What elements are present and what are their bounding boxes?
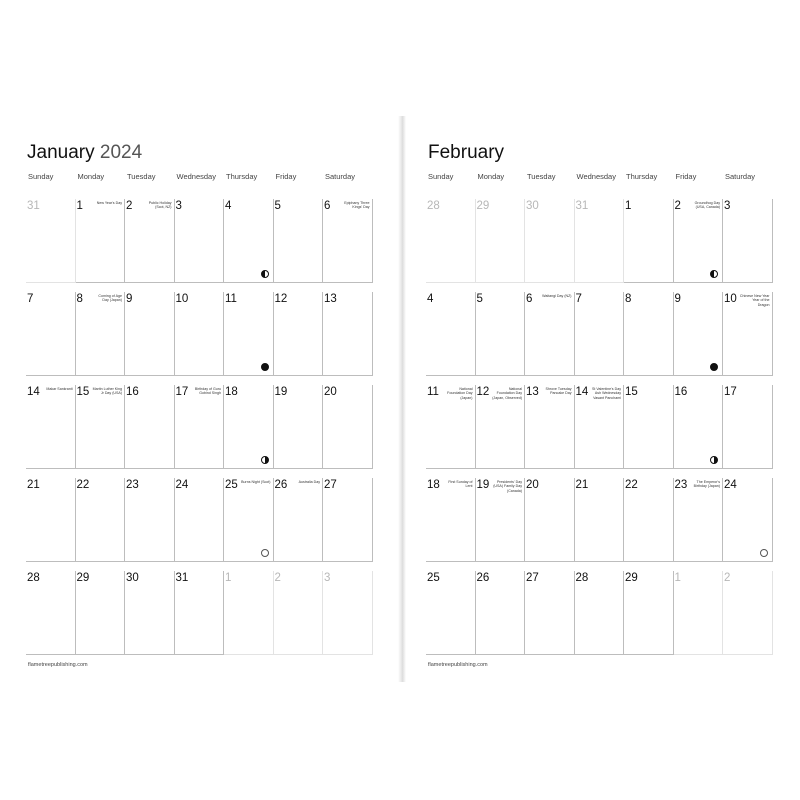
day-cell-border — [175, 199, 225, 283]
day-cell-border — [723, 571, 773, 655]
weekday-label: Wednesday — [576, 172, 616, 181]
publisher-footer: flametreepublishing.com — [28, 662, 88, 668]
weekday-label: Wednesday — [176, 172, 216, 181]
holiday-note: Presidents' Day (USA) Family Day (Canada) — [493, 480, 522, 493]
day-number: 19 — [274, 386, 288, 398]
day-number: 1 — [76, 200, 83, 212]
day-number: 27 — [526, 572, 539, 584]
day-cell[interactable] — [426, 199, 476, 292]
day-cell[interactable] — [26, 478, 76, 571]
day-cell[interactable] — [76, 478, 126, 571]
day-number: 5 — [274, 200, 281, 212]
day-cell[interactable] — [426, 571, 476, 664]
day-cell[interactable] — [426, 385, 476, 478]
month-name: January — [27, 142, 95, 163]
day-number: 2 — [274, 572, 281, 584]
day-cell[interactable] — [723, 385, 773, 478]
day-cell[interactable] — [175, 292, 225, 385]
day-number: 31 — [575, 200, 589, 212]
day-cell[interactable] — [323, 478, 373, 571]
day-cell-border — [76, 292, 126, 376]
day-number: 15 — [625, 386, 638, 398]
day-cell-border — [575, 292, 625, 376]
holiday-note: Public Holiday (Scot, NZ) — [148, 201, 172, 210]
last-moon-icon — [261, 270, 269, 278]
day-cell[interactable] — [323, 571, 373, 664]
day-cell[interactable] — [674, 199, 724, 292]
day-cell-border — [624, 199, 674, 283]
day-cell[interactable] — [125, 478, 175, 571]
day-cell-border — [323, 571, 373, 655]
day-number: 9 — [674, 293, 681, 305]
day-number: 22 — [76, 479, 90, 491]
weekday-label: Saturday — [325, 172, 356, 181]
first-moon-icon — [710, 456, 718, 464]
day-cell-border — [26, 292, 76, 376]
first-moon-icon — [261, 456, 269, 464]
day-number: 1 — [674, 572, 681, 584]
day-cell[interactable] — [323, 385, 373, 478]
day-cell-border — [274, 199, 324, 283]
day-cell[interactable] — [125, 571, 175, 664]
day-cell[interactable] — [525, 292, 575, 385]
day-cell[interactable] — [224, 571, 274, 664]
day-number: 15 — [76, 386, 90, 398]
day-cell[interactable] — [323, 292, 373, 385]
holiday-note: Groundhog Day (USA, Canada) — [694, 201, 720, 210]
day-number: 24 — [175, 479, 189, 491]
day-number: 29 — [76, 572, 90, 584]
holiday-note: New Year's Day — [96, 201, 122, 205]
day-number: 24 — [724, 479, 737, 491]
day-number: 17 — [175, 386, 189, 398]
day-cell[interactable] — [575, 385, 625, 478]
day-number: 10 — [724, 293, 737, 305]
day-cell-border — [723, 199, 773, 283]
day-number: 28 — [27, 572, 40, 584]
weekday-header-row — [428, 172, 775, 181]
day-cell-border — [76, 199, 126, 283]
page-february — [410, 116, 790, 682]
day-number: 20 — [324, 386, 337, 398]
page-january — [11, 116, 395, 682]
day-cell[interactable] — [274, 385, 324, 478]
full-moon-icon — [760, 549, 768, 557]
holiday-note: Coming of Age Day (Japan) — [98, 294, 122, 303]
day-cell[interactable] — [575, 571, 625, 664]
day-number: 7 — [27, 293, 34, 305]
day-cell[interactable] — [76, 385, 126, 478]
weekday-label: Tuesday — [127, 172, 156, 181]
day-number: 6 — [324, 200, 331, 212]
day-number: 26 — [476, 572, 490, 584]
day-number: 13 — [526, 386, 539, 398]
holiday-note: Australia Day — [298, 480, 320, 484]
weekday-label: Sunday — [28, 172, 54, 181]
day-number: 8 — [625, 293, 632, 305]
day-number: 30 — [526, 200, 539, 212]
month-grid — [426, 199, 773, 664]
page-gutter — [398, 116, 406, 682]
holiday-note: The Emperor's Birthday (Japan) — [693, 480, 720, 489]
day-cell[interactable] — [26, 385, 76, 478]
day-cell[interactable] — [723, 199, 773, 292]
holiday-note: Makar Sankranti — [46, 387, 73, 391]
month-title — [428, 142, 504, 164]
day-cell[interactable] — [125, 292, 175, 385]
day-cell-border — [426, 292, 476, 376]
day-cell[interactable] — [476, 571, 526, 664]
day-number: 20 — [526, 479, 539, 491]
day-cell[interactable] — [575, 292, 625, 385]
day-number: 1 — [225, 572, 232, 584]
day-number: 17 — [724, 386, 737, 398]
month-name: February — [428, 142, 505, 163]
day-number: 2 — [126, 200, 133, 212]
day-cell[interactable] — [575, 478, 625, 571]
weekday-label: Saturday — [725, 172, 756, 181]
day-number: 3 — [324, 572, 331, 584]
day-number: 30 — [126, 572, 139, 584]
day-cell[interactable] — [525, 571, 575, 664]
day-cell-border — [674, 571, 724, 655]
day-number: 8 — [76, 293, 83, 305]
holiday-note: Epiphany Three Kings' Day — [344, 201, 370, 210]
day-number: 5 — [476, 293, 483, 305]
day-number: 31 — [175, 572, 189, 584]
day-number: 4 — [225, 200, 232, 212]
day-number: 11 — [427, 386, 439, 398]
holiday-note: National Foundation Day (Japan, Observed) — [492, 387, 522, 400]
day-cell[interactable] — [674, 385, 724, 478]
day-cell[interactable] — [723, 478, 773, 571]
new-moon-icon — [261, 363, 269, 371]
day-cell[interactable] — [426, 292, 476, 385]
weekday-label: Monday — [477, 172, 505, 181]
new-moon-icon — [710, 363, 718, 371]
day-cell[interactable] — [674, 571, 724, 664]
holiday-note: Martin Luther King Jr Day (USA) — [92, 387, 122, 396]
day-cell[interactable] — [175, 385, 225, 478]
day-number: 19 — [476, 479, 490, 491]
weekday-label: Friday — [275, 172, 297, 181]
day-cell[interactable] — [624, 199, 674, 292]
day-number: 14 — [575, 386, 589, 398]
day-cell[interactable] — [525, 199, 575, 292]
day-number: 25 — [225, 479, 238, 491]
day-cell[interactable] — [76, 199, 126, 292]
day-cell-border — [525, 292, 575, 376]
day-cell[interactable] — [624, 571, 674, 664]
day-cell[interactable] — [525, 385, 575, 478]
holiday-note: First Sunday of Lent — [448, 480, 473, 489]
day-number: 28 — [427, 200, 440, 212]
day-cell[interactable] — [26, 571, 76, 664]
day-cell[interactable] — [674, 292, 724, 385]
day-cell[interactable] — [274, 199, 324, 292]
day-cell[interactable] — [175, 199, 225, 292]
holiday-note: Waitangi Day (NZ) — [542, 294, 572, 298]
day-cell[interactable] — [224, 385, 274, 478]
day-number: 18 — [225, 386, 238, 398]
day-cell[interactable] — [224, 292, 274, 385]
day-number: 23 — [674, 479, 688, 491]
holiday-note: Shrove Tuesday Pancake Day — [545, 387, 572, 396]
day-cell[interactable] — [274, 571, 324, 664]
weekday-label: Tuesday — [527, 172, 556, 181]
day-cell[interactable] — [76, 292, 126, 385]
day-number: 7 — [575, 293, 582, 305]
day-cell[interactable] — [476, 385, 526, 478]
day-number: 3 — [175, 200, 182, 212]
day-cell-border — [323, 199, 373, 283]
day-cell-border — [624, 292, 674, 376]
day-cell-border — [476, 292, 526, 376]
month-grid — [26, 199, 373, 664]
holiday-note: St Valentine's Day Ash Wednesday Vasant Panchami — [592, 387, 621, 400]
month-year: 2024 — [99, 142, 143, 163]
day-number: 4 — [427, 293, 434, 305]
day-cell[interactable] — [224, 478, 274, 571]
holiday-note: National Foundation Day (Japan) — [447, 387, 473, 400]
day-cell[interactable] — [125, 199, 175, 292]
day-cell[interactable] — [175, 571, 225, 664]
day-cell[interactable] — [426, 478, 476, 571]
day-number: 2 — [724, 572, 731, 584]
last-moon-icon — [710, 270, 718, 278]
day-cell[interactable] — [723, 292, 773, 385]
day-cell[interactable] — [476, 199, 526, 292]
day-number: 12 — [274, 293, 288, 305]
day-cell[interactable] — [674, 478, 724, 571]
day-cell[interactable] — [224, 199, 274, 292]
day-number: 21 — [575, 479, 589, 491]
weekday-label: Thursday — [626, 172, 658, 181]
day-cell[interactable] — [26, 292, 76, 385]
day-cell[interactable] — [525, 478, 575, 571]
day-number: 16 — [674, 386, 688, 398]
day-number: 9 — [126, 293, 133, 305]
holiday-note: Burns Night (Scot) — [241, 480, 271, 484]
weekday-label: Thursday — [226, 172, 258, 181]
day-cell-border — [274, 571, 324, 655]
day-number: 23 — [126, 479, 139, 491]
day-number: 25 — [427, 572, 440, 584]
day-cell[interactable] — [26, 199, 76, 292]
weekday-header-row — [28, 172, 375, 181]
day-cell[interactable] — [274, 292, 324, 385]
day-number: 3 — [724, 200, 731, 212]
weekday-label: Friday — [675, 172, 697, 181]
month-title — [27, 142, 142, 164]
day-cell-border — [224, 571, 274, 655]
day-cell-border — [125, 292, 175, 376]
day-cell[interactable] — [575, 199, 625, 292]
day-number: 27 — [324, 479, 337, 491]
day-number: 11 — [225, 293, 237, 305]
day-number: 13 — [324, 293, 337, 305]
full-moon-icon — [261, 549, 269, 557]
day-cell[interactable] — [476, 478, 526, 571]
day-number: 29 — [625, 572, 638, 584]
day-number: 21 — [27, 479, 40, 491]
weekday-label: Sunday — [428, 172, 454, 181]
day-number: 1 — [625, 200, 632, 212]
day-number: 26 — [274, 479, 288, 491]
holiday-note: Birthday of Guru Gobind Singh — [194, 387, 221, 396]
day-cell[interactable] — [476, 292, 526, 385]
day-cell[interactable] — [624, 292, 674, 385]
day-cell[interactable] — [723, 571, 773, 664]
day-number: 31 — [27, 200, 40, 212]
day-number: 2 — [674, 200, 681, 212]
publisher-footer: flametreepublishing.com — [428, 662, 488, 668]
day-number: 16 — [126, 386, 139, 398]
day-number: 6 — [526, 293, 533, 305]
day-number: 12 — [476, 386, 490, 398]
day-number: 22 — [625, 479, 638, 491]
day-cell[interactable] — [624, 385, 674, 478]
day-cell[interactable] — [323, 199, 373, 292]
day-cell[interactable] — [274, 478, 324, 571]
day-cell[interactable] — [125, 385, 175, 478]
day-number: 14 — [27, 386, 40, 398]
day-cell[interactable] — [76, 571, 126, 664]
day-cell[interactable] — [175, 478, 225, 571]
day-number: 29 — [476, 200, 490, 212]
day-number: 10 — [175, 293, 189, 305]
day-number: 18 — [427, 479, 440, 491]
holiday-note: Chinese New Year Year of the Dragon — [739, 294, 770, 307]
weekday-label: Monday — [77, 172, 105, 181]
day-number: 28 — [575, 572, 589, 584]
day-cell[interactable] — [624, 478, 674, 571]
day-cell-border — [125, 199, 175, 283]
